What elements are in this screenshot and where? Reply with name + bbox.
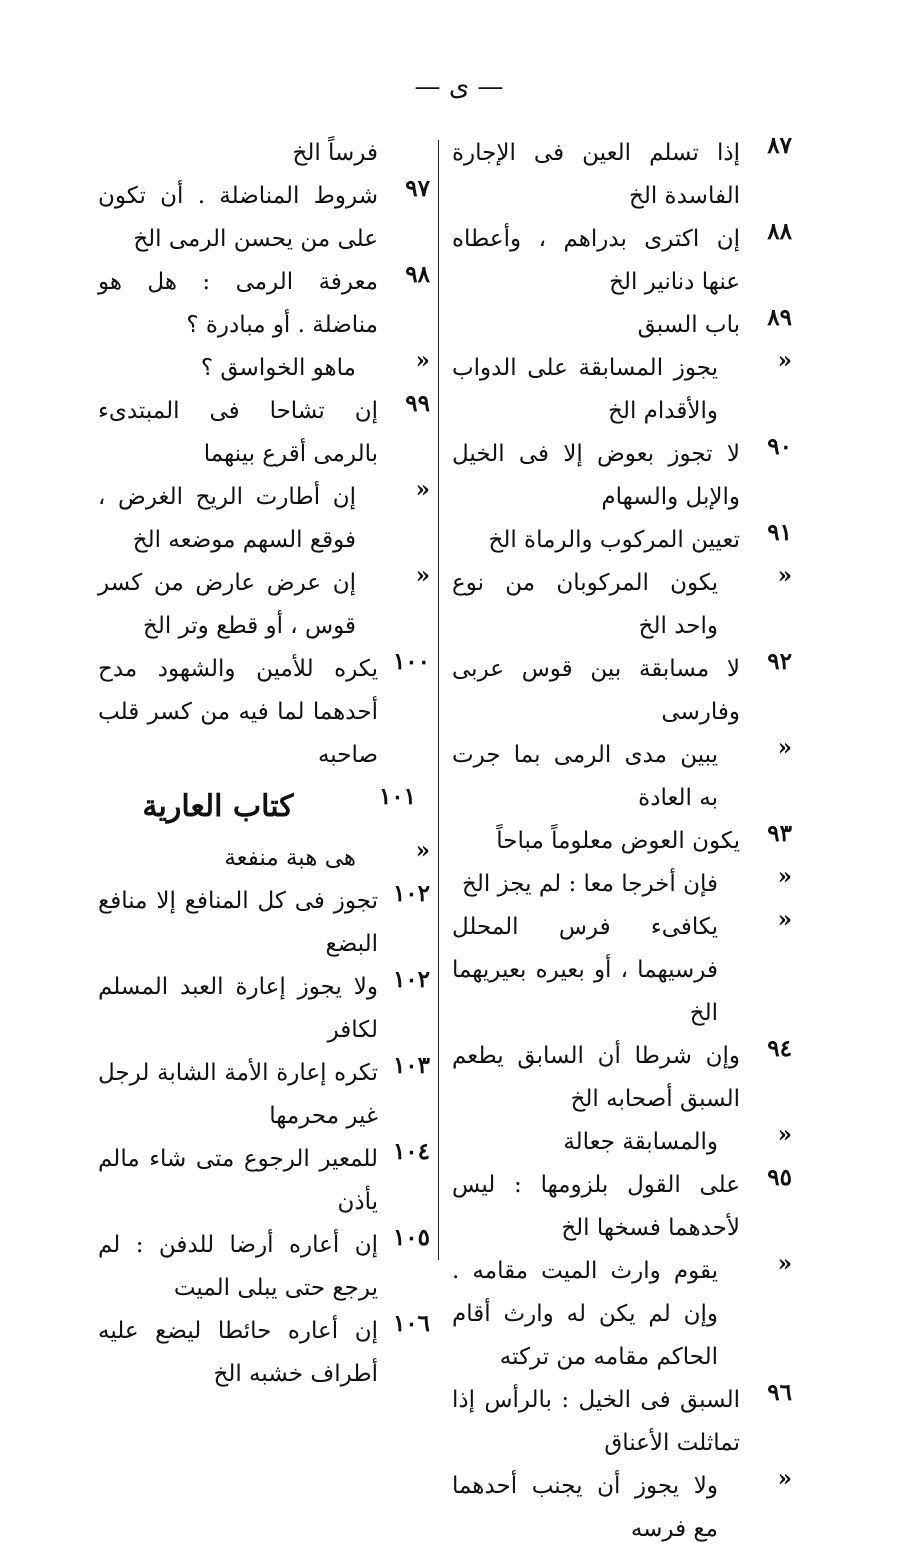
ditto-mark: « [777,734,792,761]
index-entry [98,261,430,347]
page-ref-number: ٩٨ [405,261,430,288]
entry-text: يكون العوض معلوماً مباحاً [496,828,740,854]
entry-text: للمعير الرجوع متى شاء مالم يأذن [98,1146,378,1215]
page-ref-number: ١٠٣ [392,1052,430,1079]
page-ref-number: ٩٦ [767,1379,792,1406]
entry-text: يبين مدى الرمى بما جرت به العادة [452,742,718,811]
entry-text: شروط المناضلة . أن تكون على من يحسن الرمى الخ [98,183,378,252]
entry-text: فرساً الخ [292,140,378,166]
entry-text: إن تشاحا فى المبتدىء بالرمى أقرع بينهما [98,398,378,467]
entry-text: لا تجوز بعوض إلا فى الخيل والإبل والسهام [452,441,740,510]
ditto-mark: « [415,476,430,503]
chapter-title: كتاب العارية [142,789,294,824]
index-entry [452,734,792,820]
index-entry [452,304,792,347]
page-ref-number: ٩١ [767,519,792,546]
index-entry [98,1052,430,1138]
index-entry [98,175,430,261]
ditto-mark: « [777,562,792,589]
entry-text: ولا يجوز أن يجنب أحدهما مع فرسه [452,1473,718,1542]
index-entry [452,218,792,304]
index-entry [452,519,792,562]
entry-text: تعيين المركوب والرماة الخ [488,527,740,553]
entry-text: يكون المركوبان من نوع واحد الخ [452,570,718,639]
entry-text: ماهو الخواسق ؟ [200,355,356,381]
ditto-mark: « [415,562,430,589]
entry-text: تكره إعارة الأمة الشابة لرجل غير محرمها [98,1060,378,1129]
column-divider [438,140,439,1260]
entry-text: تجوز فى كل المنافع إلا منافع البضع [98,888,378,957]
index-entry [452,1250,792,1379]
page-ref-number: ٩٩ [405,390,430,417]
ditto-mark: « [777,1465,792,1492]
index-entry [98,562,430,648]
page-ref-number: ٩٤ [767,1035,792,1062]
entry-text: وإن شرطا أن السابق يطعم السبق أصحابه الخ [452,1043,740,1112]
entry-text: إن عرض عارض من كسر قوس ، أو قطع وتر الخ [98,570,356,639]
index-entry [98,347,430,390]
index-entry [452,433,792,519]
left-column [98,132,430,1396]
entry-text: يكره للأمين والشهود مدح أحدهما لما فيه من كسر قلب صاحبه [98,656,378,768]
ditto-mark: « [777,347,792,374]
index-entry [98,1310,430,1396]
index-entry [452,132,792,218]
ditto-mark: « [415,837,430,864]
entry-text: باب السبق [637,312,740,338]
right-column [452,132,792,1551]
index-entry [452,1465,792,1551]
page-ref-number: ١٠٢ [392,880,430,907]
ditto-mark: « [777,863,792,890]
entry-text: لا مسابقة بين قوس عربى وفارسى [452,656,740,725]
index-entry [98,880,430,966]
ditto-mark: « [415,347,430,374]
index-entry [98,390,430,476]
page-ref-number: ١٠٢ [392,966,430,993]
entry-text: فإن أخرجا معا : لم يجز الخ [462,871,718,897]
page-ref-number: ١٠٥ [392,1224,430,1251]
index-entry [98,648,430,777]
page-number: — ى — [414,72,504,102]
entry-text: ولا يجوز إعارة العبد المسلم لكافر [98,974,378,1043]
index-entry [452,1379,792,1465]
entry-text: إن اكترى بدراهم ، وأعطاه عنها دنانير الخ [452,226,740,295]
entry-text: والمسابقة جعالة [563,1129,718,1155]
index-entry [98,132,430,175]
page-ref-number: ١٠٤ [392,1138,430,1165]
index-entry [452,562,792,648]
page-ref-number: ٨٧ [767,132,792,159]
page-ref-number: ٨٨ [767,218,792,245]
index-entry [98,1224,430,1310]
page-ref-number: ٨٩ [767,304,792,331]
ditto-mark: « [777,906,792,933]
index-entry [452,820,792,863]
index-entry [98,837,430,880]
ditto-mark: « [777,1121,792,1148]
index-entry [98,1138,430,1224]
entry-text: إذا تسلم العين فى الإجارة الفاسدة الخ [452,140,740,209]
entry-text: إن أعاره حائطا ليضع عليه أطراف خشبه الخ [98,1318,378,1387]
entry-text: معرفة الرمى : هل هو مناضلة . أو مبادرة ؟ [98,269,378,338]
page-ref-number: ٩٢ [767,648,792,675]
page-ref-number: ٩٧ [405,175,430,202]
entry-text: يقوم وارث الميت مقامه . وإن لم يكن له وارث أقام الحاكم مقامه من تركته [452,1258,718,1370]
page-ref-number: ٩٥ [767,1164,792,1191]
index-entry [452,648,792,734]
entry-text: يكافىء فرس المحلل فرسيهما ، أو بعيره بعيريهما الخ [452,914,718,1026]
index-entry [452,1121,792,1164]
index-entry [452,906,792,1035]
index-entry [452,1164,792,1250]
page-ref-number: ١٠٦ [392,1310,430,1337]
entry-text: إن أطارت الريح الغرض ، فوقع السهم موضعه الخ [98,484,356,553]
entry-text: هى هبة منفعة [224,845,356,871]
page-ref-number: ٩٠ [767,433,792,460]
entry-text: يجوز المسابقة على الدواب والأقدام الخ [452,355,718,424]
index-entry [452,347,792,433]
chapter-heading [98,777,430,837]
index-entry [452,863,792,906]
entry-text: السبق فى الخيل : بالرأس إذا تماثلت الأعناق [452,1387,740,1456]
entry-text: إن أعاره أرضا للدفن : لم يرجع حتى يبلى الميت [98,1232,378,1301]
ditto-mark: « [777,1250,792,1277]
page-ref-number: ١٠١ [378,783,416,810]
index-entry [452,1035,792,1121]
page-ref-number: ١٠٠ [392,648,430,675]
index-entry [98,966,430,1052]
index-entry [98,476,430,562]
page-ref-number: ٩٣ [767,820,792,847]
entry-text: على القول بلزومها : ليس لأحدهما فسخها الخ [452,1172,740,1241]
